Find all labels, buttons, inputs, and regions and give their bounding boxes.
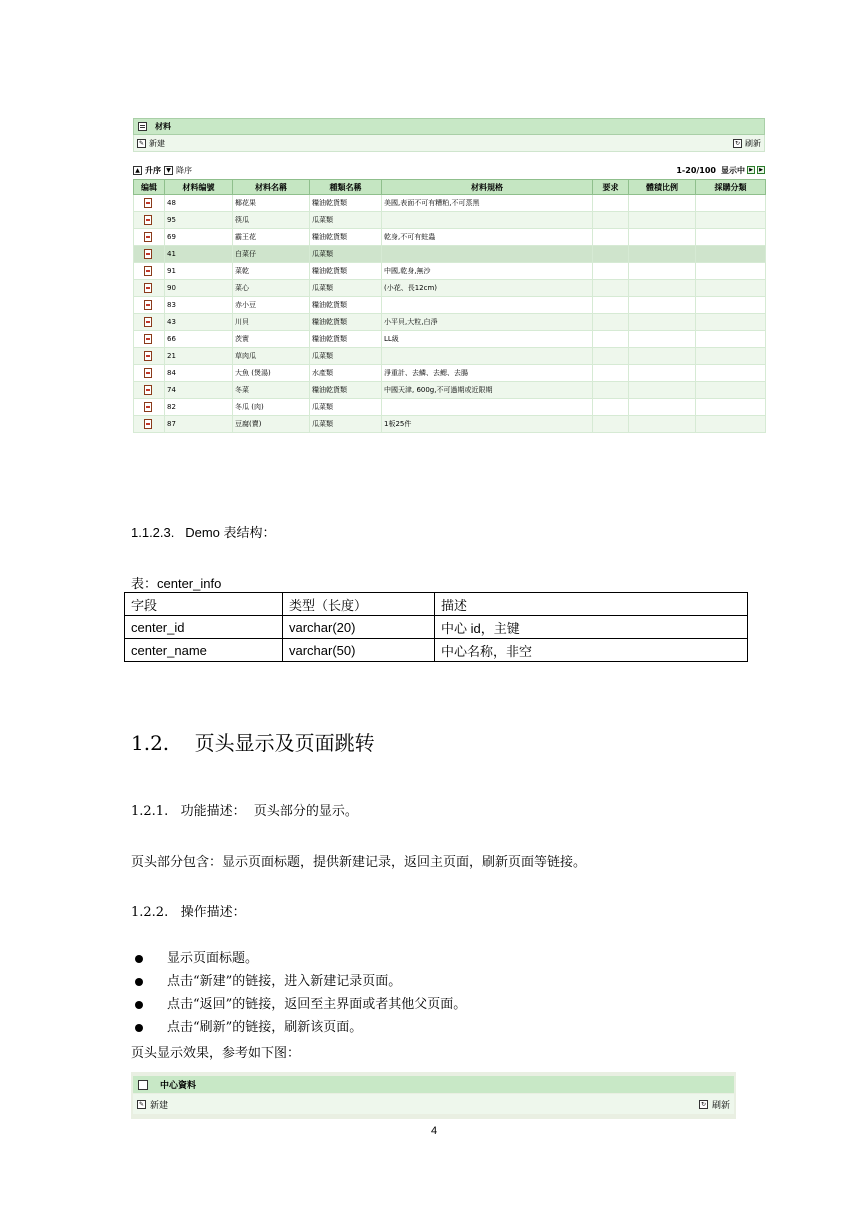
table-cell xyxy=(593,314,629,331)
table-row xyxy=(134,314,766,331)
table-cell xyxy=(696,280,766,297)
table-cell: varchar(20) xyxy=(283,616,435,639)
table-cell xyxy=(629,399,696,416)
table-cell: 69 xyxy=(165,229,233,246)
edit-record-icon[interactable] xyxy=(144,351,152,361)
table-cell: 川貝 xyxy=(233,314,310,331)
table-cell: 菜心 xyxy=(233,280,310,297)
table-cell: 瓜菜類 xyxy=(310,246,382,263)
edit-record-icon[interactable] xyxy=(144,368,152,378)
edit-cell xyxy=(134,297,165,314)
heading-1-2-1: 1.2.1. 功能描述： 页头部分的显示。 xyxy=(131,804,358,819)
table-cell: varchar(50) xyxy=(283,639,435,662)
table-cell: 1板25件 xyxy=(382,416,593,433)
material-table xyxy=(133,179,766,433)
header-title: 中心資料 xyxy=(160,1081,197,1091)
material-column-header[interactable]: 種類名稱 xyxy=(310,180,382,195)
table-cell: 95 xyxy=(165,212,233,229)
table-cell: 87 xyxy=(165,416,233,433)
table-cell xyxy=(382,297,593,314)
display-label: 显示中 xyxy=(721,165,745,175)
material-column-header[interactable]: 材料编號 xyxy=(165,180,233,195)
table-cell: 类型（长度） xyxy=(283,593,435,616)
sort-desc-icon[interactable]: ▼ xyxy=(164,166,173,175)
edit-cell xyxy=(134,365,165,382)
table-cell xyxy=(696,416,766,433)
document-icon xyxy=(138,1080,148,1090)
sort-desc-link[interactable]: 降序 xyxy=(176,165,192,175)
edit-record-icon[interactable] xyxy=(144,419,152,429)
list-item-text: 点击“新建”的链接，进入新建记录页面。 xyxy=(167,974,402,989)
edit-cell xyxy=(134,382,165,399)
last-page-icon[interactable]: ▶ xyxy=(757,166,765,174)
table-cell: 中心 id，主键 xyxy=(435,616,748,639)
edit-record-icon[interactable] xyxy=(144,249,152,259)
table-cell xyxy=(629,280,696,297)
table-cell: 21 xyxy=(165,348,233,365)
header-refresh-label: 刷新 xyxy=(711,1100,730,1111)
edit-record-icon[interactable] xyxy=(144,385,152,395)
table-caption: 表：center_info xyxy=(131,576,222,591)
refresh-link[interactable] xyxy=(733,138,761,149)
table-cell: 冬菜 xyxy=(233,382,310,399)
list-item xyxy=(130,1019,466,1042)
table-row xyxy=(134,416,766,433)
sort-asc-link[interactable]: 升序 xyxy=(145,165,161,175)
edit-cell xyxy=(134,314,165,331)
table-cell xyxy=(629,348,696,365)
bullet-dot-icon xyxy=(135,955,143,963)
table-cell xyxy=(593,229,629,246)
page-number: 4 xyxy=(430,1125,438,1137)
table-cell: 瓜菜類 xyxy=(310,280,382,297)
new-link[interactable] xyxy=(137,138,165,149)
sort-pagination-row xyxy=(133,163,765,177)
table-cell xyxy=(593,365,629,382)
table-cell: 82 xyxy=(165,399,233,416)
sort-asc-icon[interactable]: ▲ xyxy=(133,166,142,175)
table-cell xyxy=(629,365,696,382)
table-cell xyxy=(696,399,766,416)
material-column-header[interactable]: 编辑 xyxy=(134,180,165,195)
edit-cell xyxy=(134,416,165,433)
edit-cell xyxy=(134,263,165,280)
table-cell: 91 xyxy=(165,263,233,280)
material-column-header[interactable]: 材料名稱 xyxy=(233,180,310,195)
table-cell: 74 xyxy=(165,382,233,399)
table-cell xyxy=(382,348,593,365)
table-cell: 水產類 xyxy=(310,365,382,382)
heading-1-2-2: 1.2.2. 操作描述： xyxy=(131,905,246,920)
list-item-text: 点击“刷新”的链接，刷新该页面。 xyxy=(167,1020,363,1035)
table-row xyxy=(125,616,748,639)
list-item xyxy=(130,973,466,996)
table-cell xyxy=(593,195,629,212)
table-cell: 43 xyxy=(165,314,233,331)
table-cell xyxy=(593,280,629,297)
material-title: 材料 xyxy=(155,122,171,131)
table-cell xyxy=(593,382,629,399)
table-cell xyxy=(382,399,593,416)
bullet-dot-icon xyxy=(135,1001,143,1009)
table-cell xyxy=(593,297,629,314)
table-row xyxy=(134,263,766,280)
table-cell xyxy=(696,382,766,399)
table-row xyxy=(134,331,766,348)
table-cell xyxy=(629,314,696,331)
table-cell: 83 xyxy=(165,297,233,314)
table-cell: 糧油乾貨類 xyxy=(310,314,382,331)
table-cell xyxy=(593,416,629,433)
table-cell: 小平貝,大粒,白淨 xyxy=(382,314,593,331)
table-cell: 84 xyxy=(165,365,233,382)
table-row xyxy=(134,229,766,246)
paragraph-effect: 页头显示效果，参考如下图： xyxy=(131,1046,301,1061)
edit-cell xyxy=(134,399,165,416)
bullet-dot-icon xyxy=(135,1024,143,1032)
table-row xyxy=(125,639,748,662)
table-cell: 菜乾 xyxy=(233,263,310,280)
material-column-header[interactable]: 體積比例 xyxy=(629,180,696,195)
table-row xyxy=(134,297,766,314)
table-cell xyxy=(696,229,766,246)
demo-table xyxy=(124,592,748,662)
edit-record-icon[interactable] xyxy=(144,283,152,293)
table-cell xyxy=(629,195,696,212)
edit-record-icon[interactable] xyxy=(144,215,152,225)
table-cell xyxy=(593,212,629,229)
table-row xyxy=(134,212,766,229)
table-cell xyxy=(696,263,766,280)
list-item-text: 显示页面标题。 xyxy=(167,951,259,966)
table-cell: 赤小豆 xyxy=(233,297,310,314)
header-new-label: 新建 xyxy=(150,1100,169,1111)
table-cell: 中國天津, 600g,不可過期或近限期 xyxy=(382,382,593,399)
table-cell xyxy=(629,229,696,246)
table-cell: 霸王花 xyxy=(233,229,310,246)
table-cell xyxy=(696,212,766,229)
table-row xyxy=(134,195,766,212)
table-cell xyxy=(629,331,696,348)
edit-record-icon[interactable] xyxy=(144,402,152,412)
table-cell: 瓜菜類 xyxy=(310,399,382,416)
edit-record-icon[interactable] xyxy=(144,300,152,310)
table-cell: 瓜菜類 xyxy=(310,212,382,229)
table-cell: 糧油乾貨類 xyxy=(310,297,382,314)
edit-record-icon[interactable] xyxy=(144,232,152,242)
table-cell: 瓜菜類 xyxy=(310,416,382,433)
table-cell: 41 xyxy=(165,246,233,263)
list-item-text: 点击“返回”的链接，返回至主界面或者其他父页面。 xyxy=(167,997,467,1012)
table-cell: center_name xyxy=(125,639,283,662)
table-cell xyxy=(593,399,629,416)
material-title-bar xyxy=(133,118,765,135)
list-item xyxy=(130,950,466,973)
new-link-label: 新建 xyxy=(149,138,165,148)
table-cell: 糧油乾貨類 xyxy=(310,263,382,280)
table-cell: 椰花果 xyxy=(233,195,310,212)
table-row xyxy=(134,382,766,399)
edit-cell xyxy=(134,280,165,297)
table-cell xyxy=(696,314,766,331)
edit-cell xyxy=(134,348,165,365)
table-cell: 美國,表面不可有糟粕,不可蒸黑 xyxy=(382,195,593,212)
table-cell: 瓜菜類 xyxy=(310,348,382,365)
table-cell: LL級 xyxy=(382,331,593,348)
table-cell: 茨實 xyxy=(233,331,310,348)
table-cell: 豆腐(賣) xyxy=(233,416,310,433)
table-cell: 淨重計、去鱗、去鰓、去腸 xyxy=(382,365,593,382)
table-row xyxy=(134,280,766,297)
table-cell xyxy=(696,331,766,348)
table-cell: 糧油乾貨類 xyxy=(310,195,382,212)
new-record-icon: ✎ xyxy=(138,1100,145,1108)
table-cell: 冬瓜 (肉) xyxy=(233,399,310,416)
table-cell: 筷瓜 xyxy=(233,212,310,229)
edit-cell xyxy=(134,212,165,229)
table-cell xyxy=(382,246,593,263)
table-cell xyxy=(629,382,696,399)
table-cell: 字段 xyxy=(125,593,283,616)
next-page-icon[interactable]: ▶ xyxy=(747,166,755,174)
header-title-bar xyxy=(133,1076,734,1093)
material-list-screenshot xyxy=(133,118,765,433)
edit-record-icon[interactable] xyxy=(144,198,152,208)
table-cell: 乾身,不可有蛀蟲 xyxy=(382,229,593,246)
table-cell xyxy=(629,263,696,280)
table-cell: 中心名称，非空 xyxy=(435,639,748,662)
edit-record-icon[interactable] xyxy=(144,334,152,344)
edit-cell xyxy=(134,331,165,348)
table-cell xyxy=(593,263,629,280)
table-cell: 大魚 (煲湯) xyxy=(233,365,310,382)
table-cell: 48 xyxy=(165,195,233,212)
document-icon xyxy=(138,122,147,131)
operation-bullet-list xyxy=(130,950,466,1042)
material-column-header[interactable]: 要求 xyxy=(593,180,629,195)
table-cell: 白菜仔 xyxy=(233,246,310,263)
table-cell xyxy=(629,246,696,263)
header-screenshot xyxy=(131,1072,736,1119)
table-cell: 90 xyxy=(165,280,233,297)
material-toolbar xyxy=(133,135,765,152)
table-cell: 66 xyxy=(165,331,233,348)
refresh-link-label: 刷新 xyxy=(745,138,761,148)
new-record-icon: ✎ xyxy=(138,139,145,147)
table-cell: 草肉瓜 xyxy=(233,348,310,365)
table-cell xyxy=(593,246,629,263)
table-cell: 描述 xyxy=(435,593,748,616)
material-column-header[interactable]: 採購分類 xyxy=(696,180,766,195)
table-cell xyxy=(629,297,696,314)
table-row xyxy=(134,246,766,263)
table-cell xyxy=(696,195,766,212)
table-row xyxy=(134,365,766,382)
heading-1-2: 1.2. 页头显示及页面跳转 xyxy=(131,731,375,755)
table-row xyxy=(134,348,766,365)
table-cell xyxy=(696,348,766,365)
bullet-dot-icon xyxy=(135,978,143,986)
table-cell xyxy=(629,416,696,433)
table-cell: 糧油乾貨類 xyxy=(310,331,382,348)
pagination-range: 1-20/100 xyxy=(676,165,716,175)
table-cell xyxy=(629,212,696,229)
paragraph-header-contents: 页头部分包含：显示页面标题，提供新建记录，返回主页面，刷新页面等链接。 xyxy=(131,855,587,870)
refresh-icon: ↻ xyxy=(734,139,741,147)
table-cell: 糧油乾貨類 xyxy=(310,382,382,399)
table-cell xyxy=(382,212,593,229)
table-cell: 中國,乾身,無沙 xyxy=(382,263,593,280)
refresh-icon: ↻ xyxy=(700,1100,706,1108)
header-new-link[interactable] xyxy=(137,1098,168,1111)
list-item xyxy=(130,996,466,1019)
table-cell xyxy=(593,348,629,365)
table-row xyxy=(134,399,766,416)
table-cell xyxy=(696,365,766,382)
table-cell xyxy=(593,331,629,348)
table-row xyxy=(125,593,748,616)
edit-record-icon[interactable] xyxy=(144,317,152,327)
table-cell: 糧油乾貨類 xyxy=(310,229,382,246)
section-heading-1123: 1.1.2.3. Demo 表结构： xyxy=(131,525,276,540)
material-column-header[interactable]: 材料規格 xyxy=(382,180,593,195)
edit-cell xyxy=(134,195,165,212)
table-cell xyxy=(696,246,766,263)
edit-cell xyxy=(134,246,165,263)
table-cell xyxy=(696,297,766,314)
edit-cell xyxy=(134,229,165,246)
table-cell: (小花、長12cm) xyxy=(382,280,593,297)
table-cell: center_id xyxy=(125,616,283,639)
header-toolbar xyxy=(133,1094,734,1114)
header-refresh-link[interactable] xyxy=(699,1098,730,1111)
edit-record-icon[interactable] xyxy=(144,266,152,276)
